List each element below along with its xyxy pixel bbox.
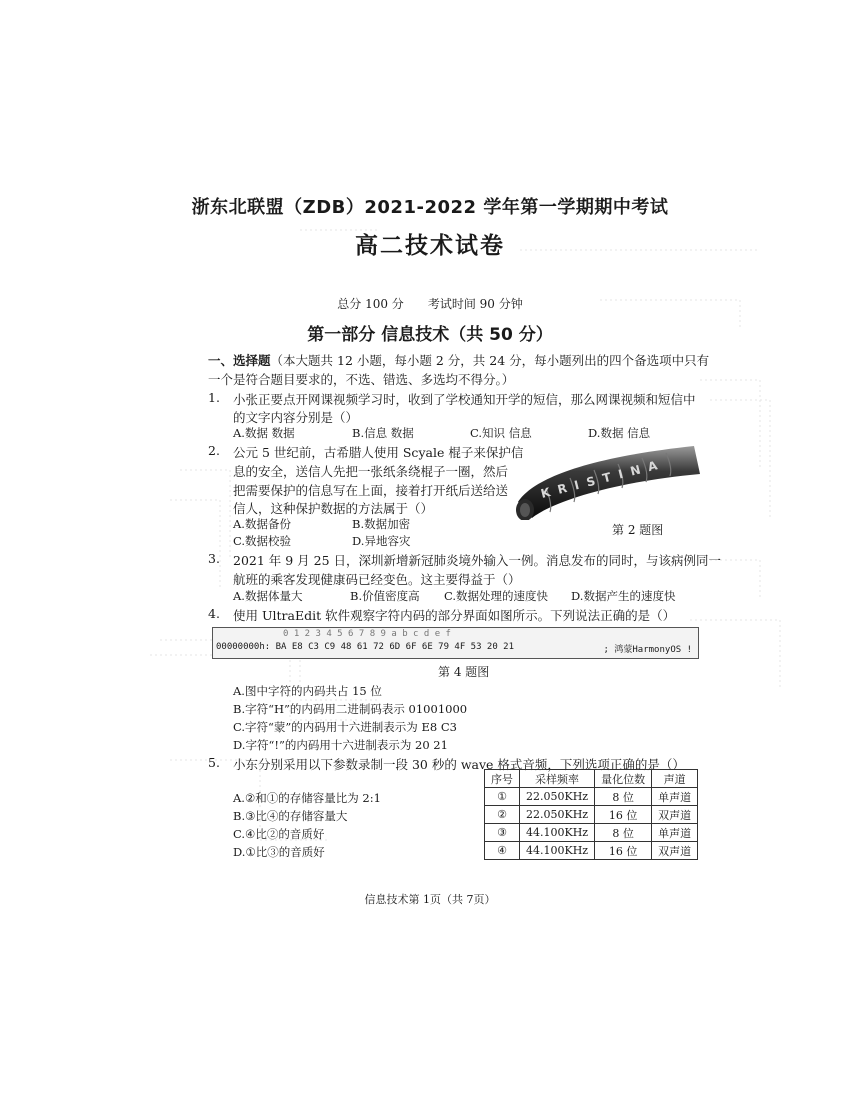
q4-option-a: A.图中字符的内码共占 15 位 [233, 684, 382, 698]
page-footer: 信息技术第 1页（共 7页） [364, 893, 496, 906]
table-header-cell: 声道 [652, 770, 698, 788]
q1-option-d: D.数据 信息 [588, 426, 651, 440]
q2-figure-caption: 第 2 题图 [612, 523, 664, 537]
q2-stem-line1: 公元 5 世纪前，古希腊人使用 Scyale 棍子来保护信 [233, 445, 524, 460]
exam-subtitle: 高二技术试卷 [355, 233, 505, 259]
q5-stem-line1: 小东分别采用以下参数录制一段 30 秒的 wave 格式音频，下列选项正确的是（） [233, 757, 685, 772]
q4-number: 4. [208, 606, 220, 621]
table-cell: 22.050KHz [520, 806, 595, 824]
table-row [485, 824, 698, 842]
q3-stem-line2: 航班的乘客发现健康码已经变色。这主要得益于（） [233, 572, 521, 587]
table-cell: 44.100KHz [520, 842, 595, 860]
q5-option-a: A.②和①的存储容量比为 2:1 [233, 791, 381, 805]
table-cell: 8 位 [595, 788, 652, 806]
q3-option-d: D.数据产生的速度快 [571, 589, 676, 603]
table-cell: ① [485, 788, 520, 806]
q5-option-b: B.③比④的存储容量大 [233, 809, 348, 823]
table-cell: 8 位 [595, 824, 652, 842]
q1-number: 1. [208, 390, 220, 405]
hex-row: 00000000h: BA E8 C3 C9 48 61 72 6D 6F 6E 79 4F 53 20 21 [216, 642, 515, 652]
table-header-cell: 序号 [485, 770, 520, 788]
table-cell: ② [485, 806, 520, 824]
q2-stem-line3: 把需要保护的信息写在上面，接着打开纸后送给送 [233, 483, 509, 498]
q2-option-b: B.数据加密 [352, 517, 411, 531]
q4-option-d: D.字符“!”的内码用十六进制表示为 20 21 [233, 738, 448, 752]
table-cell: 16 位 [595, 842, 652, 860]
exam-time: 考试时间 90 分钟 [427, 297, 523, 311]
q3-option-b: B.价值密度高 [350, 589, 420, 603]
q2-option-a: A.数据备份 [233, 517, 291, 531]
scytale-photo [512, 440, 702, 520]
table-header-cell: 量化位数 [595, 770, 652, 788]
section-desc-2: 一个是符合题目要求的，不选、错选、多选均不得分。） [208, 372, 515, 387]
q5-parameter-table [484, 769, 698, 860]
table-row [485, 842, 698, 860]
section-heading [208, 351, 709, 369]
q3-option-a: A.数据体量大 [233, 589, 303, 603]
table-cell: 单声道 [652, 788, 698, 806]
scytale-letters: KRISTINA [539, 456, 667, 501]
table-cell: ④ [485, 842, 520, 860]
q2-stem-line4: 信人，这种保护数据的方法属于（） [233, 501, 434, 516]
q4-stem-line1: 使用 UltraEdit 软件观察字符内码的部分界面如图所示。下列说法正确的是（） [233, 608, 676, 623]
exam-meta [0, 295, 860, 312]
table-cell: 双声道 [652, 806, 698, 824]
table-cell: 单声道 [652, 824, 698, 842]
q2-option-d: D.异地容灾 [352, 534, 411, 548]
q5-number: 5. [208, 755, 220, 770]
q2-option-c: C.数据校验 [233, 534, 292, 548]
part-title: 第一部分 信息技术（共 50 分） [307, 325, 553, 345]
table-cell: 双声道 [652, 842, 698, 860]
section-label: 一、选择题 [208, 353, 271, 368]
q2-number: 2. [208, 443, 220, 458]
q3-stem-line1: 2021 年 9 月 25 日，深圳新增新冠肺炎境外输入一例。消息发布的同时，与该病例同一 [233, 553, 722, 568]
q3-option-c: C.数据处理的速度快 [444, 589, 549, 603]
q4-figure-caption: 第 4 题图 [438, 665, 490, 679]
q1-stem-line1: 小张正要点开网课视频学习时，收到了学校通知开学的短信，那么网课视频和短信中 [233, 392, 696, 407]
total-score: 总分 100 分 [337, 297, 404, 311]
table-cell: 44.100KHz [520, 824, 595, 842]
section-desc-1: （本大题共 12 小题，每小题 2 分，共 24 分，每小题列出的四个备选项中只有 [270, 353, 710, 368]
q5-option-c: C.④比②的音质好 [233, 827, 325, 841]
exam-title: 浙东北联盟（ZDB）2021-2022 学年第一学期期中考试 [191, 197, 669, 218]
q4-option-c: C.字符“蒙”的内码用十六进制表示为 E8 C3 [233, 720, 457, 734]
q3-number: 3. [208, 551, 220, 566]
hex-column-header: 0 1 2 3 4 5 6 7 8 9 a b c d e f [283, 629, 451, 639]
ultraedit-hex-view [212, 627, 699, 659]
table-row [485, 806, 698, 824]
table-cell: 22.050KHz [520, 788, 595, 806]
q1-stem-line2: 的文字内容分别是（） [233, 410, 359, 425]
table-header-cell: 采样频率 [520, 770, 595, 788]
q4-option-b: B.字符“H”的内码用二进制码表示 01001000 [233, 702, 468, 716]
q1-option-c: C.知识 信息 [470, 426, 532, 440]
table-row [485, 788, 698, 806]
table-header-row [485, 770, 698, 788]
q1-option-a: A.数据 数据 [233, 426, 295, 440]
q5-option-d: D.①比③的音质好 [233, 845, 325, 859]
table-cell: 16 位 [595, 806, 652, 824]
hex-ascii: ; 鸿蒙HarmonyOS ! [603, 645, 692, 655]
q2-stem-line2: 息的安全，送信人先把一张纸条绕棍子一圈，然后 [233, 464, 509, 479]
table-cell: ③ [485, 824, 520, 842]
q1-option-b: B.信息 数据 [352, 426, 414, 440]
